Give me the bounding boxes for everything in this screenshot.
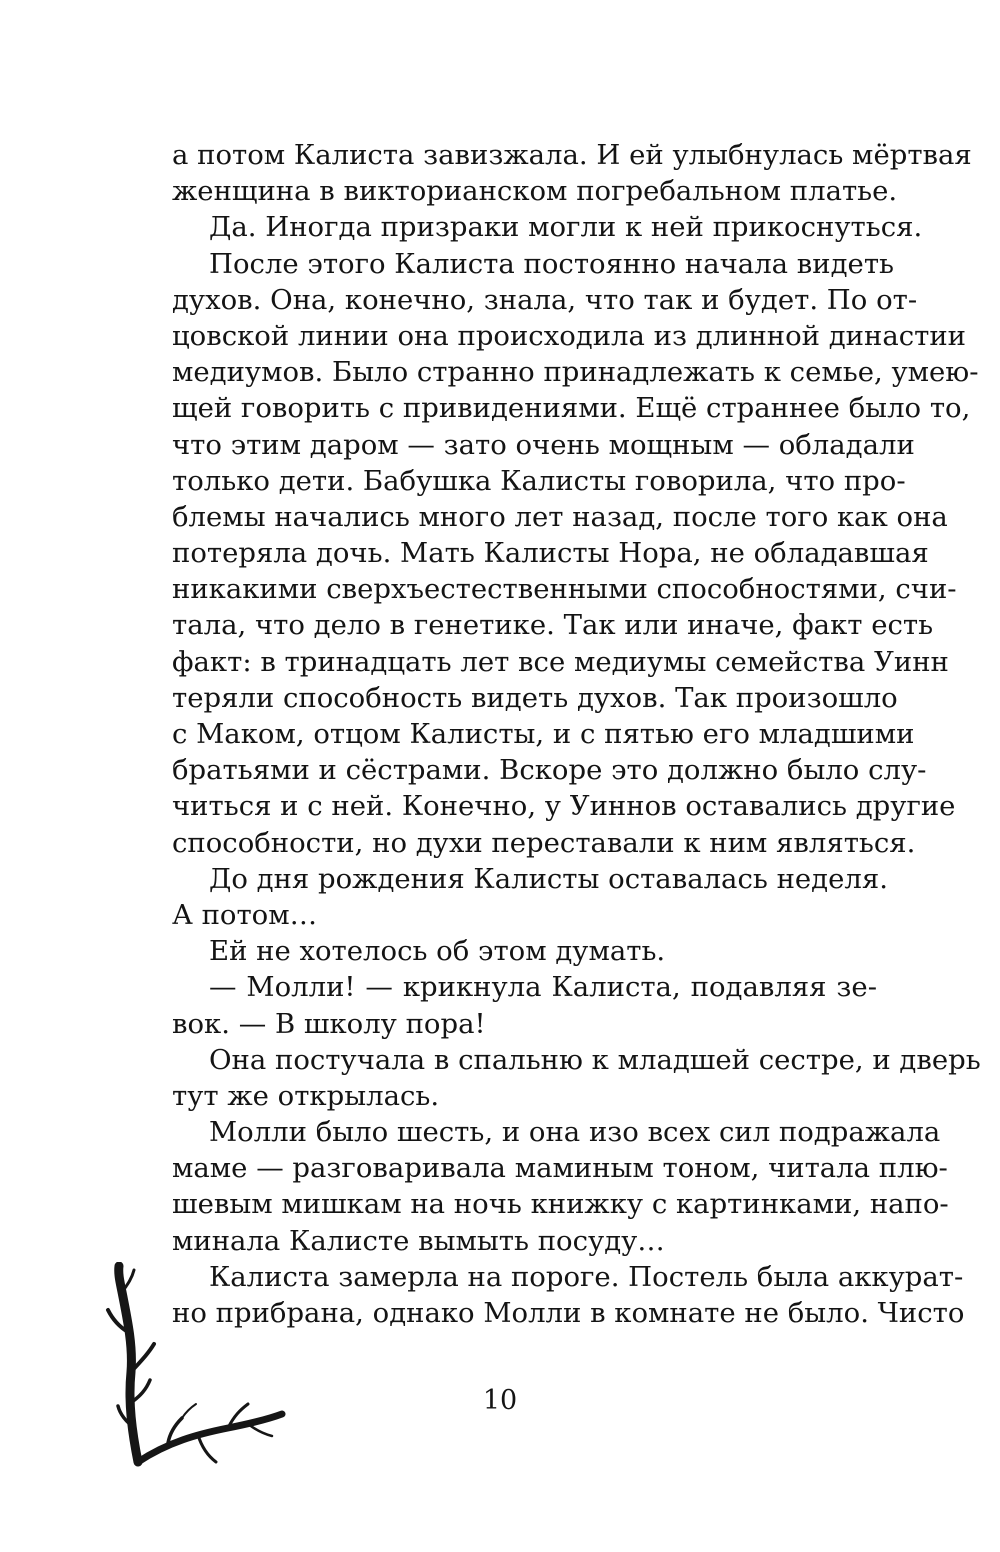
text-line: После этого Калиста постоянно начала видеть xyxy=(209,247,895,280)
body-text xyxy=(172,137,981,1331)
text-line: До дня рождения Калисты оставалась неделя. xyxy=(209,862,888,895)
text-line: блемы начались много лет назад, после того как она xyxy=(172,500,948,533)
text-line: щей говорить с привидениями. Ещё страннее было то, xyxy=(172,392,971,425)
text-line: а потом Калиста завизжала. И ей улыбнулась мёртвая xyxy=(172,139,972,171)
text-line: шевым мишкам на ночь книжку с картинками, напо- xyxy=(172,1188,949,1221)
text-line: с Маком, отцом Калисты, и с пятью его младшими xyxy=(172,718,915,750)
text-line: цовской линии она происходила из длинной династии xyxy=(172,319,966,352)
text-line: теряли способность видеть духов. Так произошло xyxy=(172,681,898,714)
text-line: минала Калисте вымыть посуду… xyxy=(172,1224,665,1257)
text-line: медиумов. Было странно принадлежать к семье, умею- xyxy=(172,356,979,389)
page-number: 10 xyxy=(482,1385,518,1416)
text-line: никакими сверхъестественными способностями, счи- xyxy=(172,573,957,606)
text-line: А потом… xyxy=(172,898,318,931)
text-line: Молли было шесть, и она изо всех сил подражала xyxy=(209,1116,941,1149)
text-line: тут же открылась. xyxy=(172,1079,440,1112)
text-line: духов. Она, конечно, знала, что так и будет. По от- xyxy=(172,283,918,316)
text-line: Да. Иногда призраки могли к ней прикоснуться. xyxy=(209,211,923,244)
text-line: но прибрана, однако Молли в комнате не было. Чисто xyxy=(172,1297,965,1329)
text-line: способности, но духи переставали к ним являться. xyxy=(172,826,916,859)
branch-ornament-icon xyxy=(98,1262,288,1482)
text-line: факт: в тринадцать лет все медиумы семейства Уинн xyxy=(172,645,949,678)
text-line: вок. — В школу пора! xyxy=(172,1007,486,1040)
text-line: тала, что дело в генетике. Так или иначе, факт есть xyxy=(172,609,934,642)
text-line: читься и с ней. Конечно, у Уиннов оставались другие xyxy=(172,790,956,823)
text-line: Она постучала в спальню к младшей сестре, и дверь xyxy=(209,1043,981,1076)
text-line: что этим даром — зато очень мощным — обладали xyxy=(172,428,915,461)
text-line: Ей не хотелось об этом думать. xyxy=(209,935,666,968)
text-line: только дети. Бабушка Калисты говорила, что про- xyxy=(172,464,906,497)
text-line: маме — разговаривала маминым тоном, читала плю- xyxy=(172,1152,948,1185)
text-line: — Молли! — крикнула Калиста, подавляя зе- xyxy=(209,971,877,1004)
text-line: братьями и сёстрами. Вскоре это должно было слу- xyxy=(172,754,927,787)
text-line: потеряла дочь. Мать Калисты Нора, не обладавшая xyxy=(172,537,929,570)
text-line: женщина в викторианском погребальном платье. xyxy=(172,175,898,208)
text-line: Калиста замерла на пороге. Постель была аккурат- xyxy=(209,1260,964,1293)
